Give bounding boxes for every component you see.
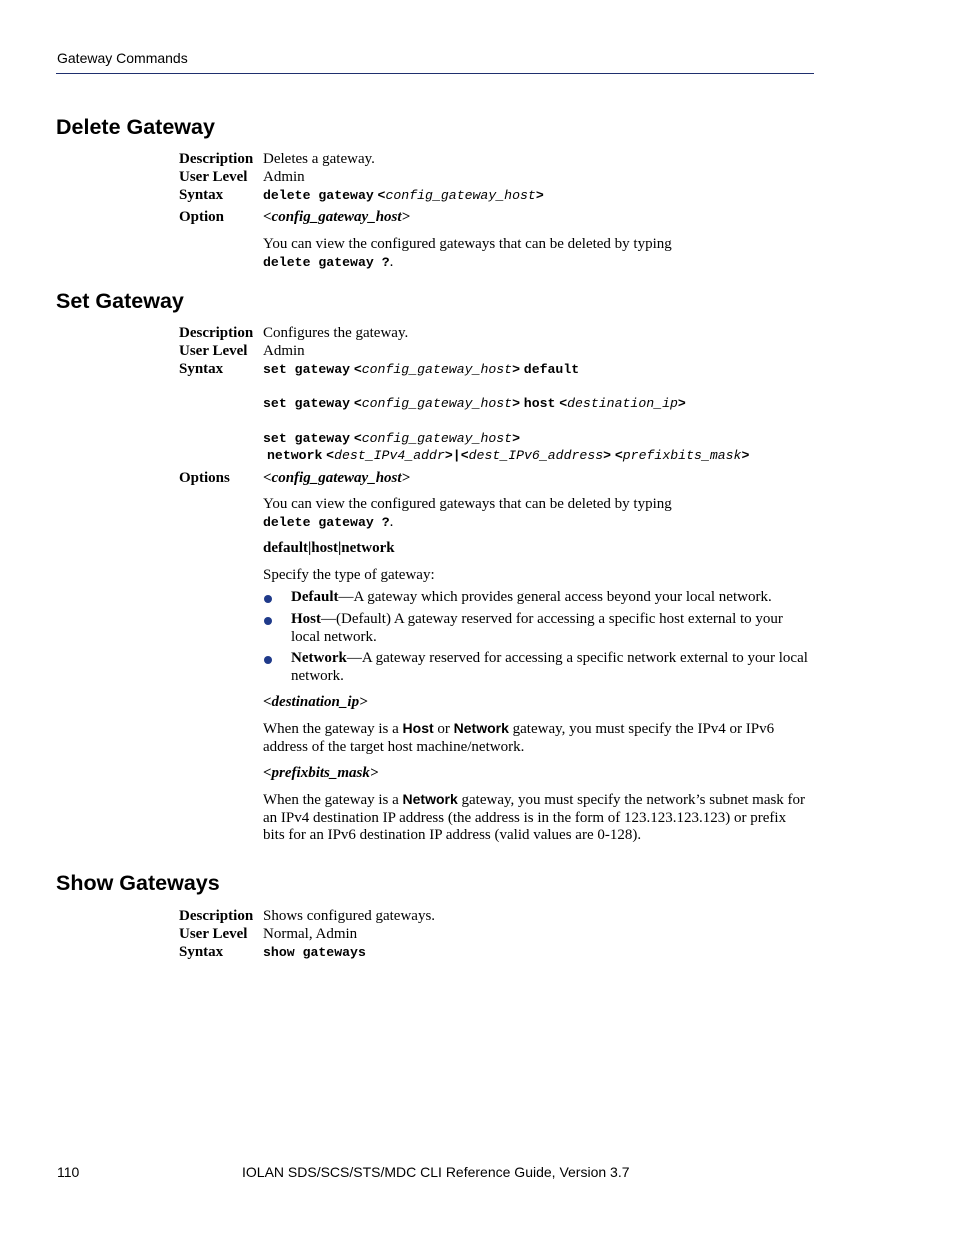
syntax-keyword: host — [523, 396, 556, 411]
option-description — [263, 720, 808, 756]
section-title-set-gateway: Set Gateway — [56, 289, 184, 313]
option-description-text: When the gateway is a — [263, 721, 403, 737]
syntax-bracket-open: < — [614, 448, 623, 463]
syntax-param: config_gateway_host — [361, 396, 513, 411]
syntax-bracket-open: < — [353, 362, 362, 377]
syntax-param: dest_IPv6_address — [468, 448, 604, 463]
header-rule — [56, 73, 814, 74]
syntax-bracket-close: > — [512, 362, 521, 377]
syntax-param: config_gateway_host — [361, 362, 513, 377]
list-item-text: —A gateway reserved for accessing a specific network external to your local network. — [291, 650, 808, 684]
page-number: 110 — [57, 1164, 80, 1180]
syntax-bracket-open: < — [377, 188, 386, 203]
syntax-command: show gateways — [263, 945, 366, 960]
user-level-label: User Level — [179, 343, 248, 359]
option-name: <prefixbits_mask> — [263, 765, 379, 781]
description-value: Configures the gateway. — [263, 325, 409, 341]
option-description-text: or — [433, 721, 454, 737]
syntax-command: set gateway — [263, 431, 351, 446]
syntax-line-network-cont — [267, 447, 749, 464]
syntax-param: dest_IPv4_addr — [334, 448, 445, 463]
option-command: delete gateway ? — [263, 514, 390, 530]
syntax-bracket-close: > — [677, 396, 686, 411]
syntax-bracket-close: > — [603, 448, 612, 463]
option-description-text: When the gateway is a — [263, 792, 403, 808]
syntax-bracket-close: > — [512, 396, 521, 411]
syntax-bracket-pipe: >| — [444, 448, 461, 463]
option-description-text: gateway, you must specify the network’s subnet mask for an IPv4 destination IP address (the address is in the form of 123.123.123.123) or prefix bits for an IPv6 destination IP address (valid values are 0-128). — [263, 792, 806, 843]
option-description-text: You can view the configured gateways that can be deleted by typing — [263, 496, 672, 512]
ui-term: Network — [402, 791, 458, 807]
syntax-line-default — [263, 361, 579, 378]
option-description-text: You can view the configured gateways that can be deleted by typing — [263, 236, 672, 252]
syntax-label: Syntax — [179, 187, 224, 203]
syntax-bracket-close: > — [741, 448, 750, 463]
option-label: Option — [179, 209, 225, 225]
syntax-line-network — [263, 430, 520, 447]
syntax-param: destination_ip — [567, 396, 678, 411]
syntax-command: set gateway — [263, 362, 351, 377]
ui-term: Network — [453, 720, 509, 736]
syntax-keyword: default — [523, 362, 580, 377]
footer-doc-title: IOLAN SDS/SCS/STS/MDC CLI Reference Guide, Version 3.7 — [242, 1164, 630, 1180]
user-level-value: Admin — [263, 343, 305, 359]
bullet-icon — [264, 617, 272, 625]
user-level-label: User Level — [179, 169, 248, 185]
syntax-label: Syntax — [179, 361, 224, 377]
section-title-show-gateways: Show Gateways — [56, 871, 220, 895]
description-label: Description — [179, 908, 254, 924]
syntax-label: Syntax — [179, 944, 224, 960]
running-header: Gateway Commands — [57, 50, 188, 66]
bullet-icon — [264, 595, 272, 603]
option-description — [263, 791, 808, 845]
option-description-text: gateway, you must specify the IPv4 or IPv6 address of the target host machine/network. — [263, 721, 775, 755]
syntax-keyword: network — [267, 448, 323, 463]
syntax-param: config_gateway_host — [385, 188, 536, 203]
syntax-bracket-open: < — [353, 431, 362, 446]
period: . — [389, 253, 394, 270]
list-item — [291, 611, 811, 646]
user-level-label: User Level — [179, 926, 248, 942]
option-name: default|host|network — [263, 540, 395, 556]
description-label: Description — [179, 325, 254, 341]
section-title-delete-gateway: Delete Gateway — [56, 115, 215, 139]
list-item — [291, 589, 811, 607]
description-value: Shows configured gateways. — [263, 908, 436, 924]
option-description — [263, 236, 808, 271]
syntax-bracket-open: < — [353, 396, 362, 411]
syntax-bracket-close: > — [512, 431, 521, 446]
syntax-bracket-open: < — [559, 396, 568, 411]
list-item-term: Default — [291, 589, 339, 605]
list-item — [291, 650, 811, 685]
syntax-param: config_gateway_host — [361, 431, 513, 446]
syntax-bracket-open: < — [326, 448, 335, 463]
syntax-line-host — [263, 395, 686, 412]
syntax-line — [263, 187, 544, 204]
period: . — [389, 513, 394, 530]
ui-term: Host — [402, 720, 434, 736]
syntax-bracket-open: < — [460, 448, 469, 463]
user-level-value: Normal, Admin — [263, 926, 358, 942]
options-label: Options — [179, 470, 230, 486]
syntax-command: delete gateway — [263, 188, 374, 203]
syntax-line — [263, 944, 366, 961]
option-description — [263, 496, 808, 531]
option-command: delete gateway ? — [263, 254, 390, 270]
option-intro: Specify the type of gateway: — [263, 567, 435, 583]
list-item-term: Network — [291, 650, 347, 666]
syntax-bracket-close: > — [535, 188, 544, 203]
list-item-text: —A gateway which provides general access beyond your local network. — [338, 589, 772, 605]
syntax-command: set gateway — [263, 396, 351, 411]
option-name: <config_gateway_host> — [263, 470, 411, 486]
user-level-value: Admin — [263, 169, 305, 185]
option-name: <config_gateway_host> — [263, 209, 411, 225]
description-value: Deletes a gateway. — [263, 151, 375, 167]
option-name: <destination_ip> — [263, 694, 368, 710]
bullet-icon — [264, 656, 272, 664]
list-item-term: Host — [291, 611, 321, 627]
syntax-param: prefixbits_mask — [622, 448, 742, 463]
description-label: Description — [179, 151, 254, 167]
list-item-text: —(Default) A gateway reserved for accessing a specific host external to your local network. — [291, 611, 783, 645]
